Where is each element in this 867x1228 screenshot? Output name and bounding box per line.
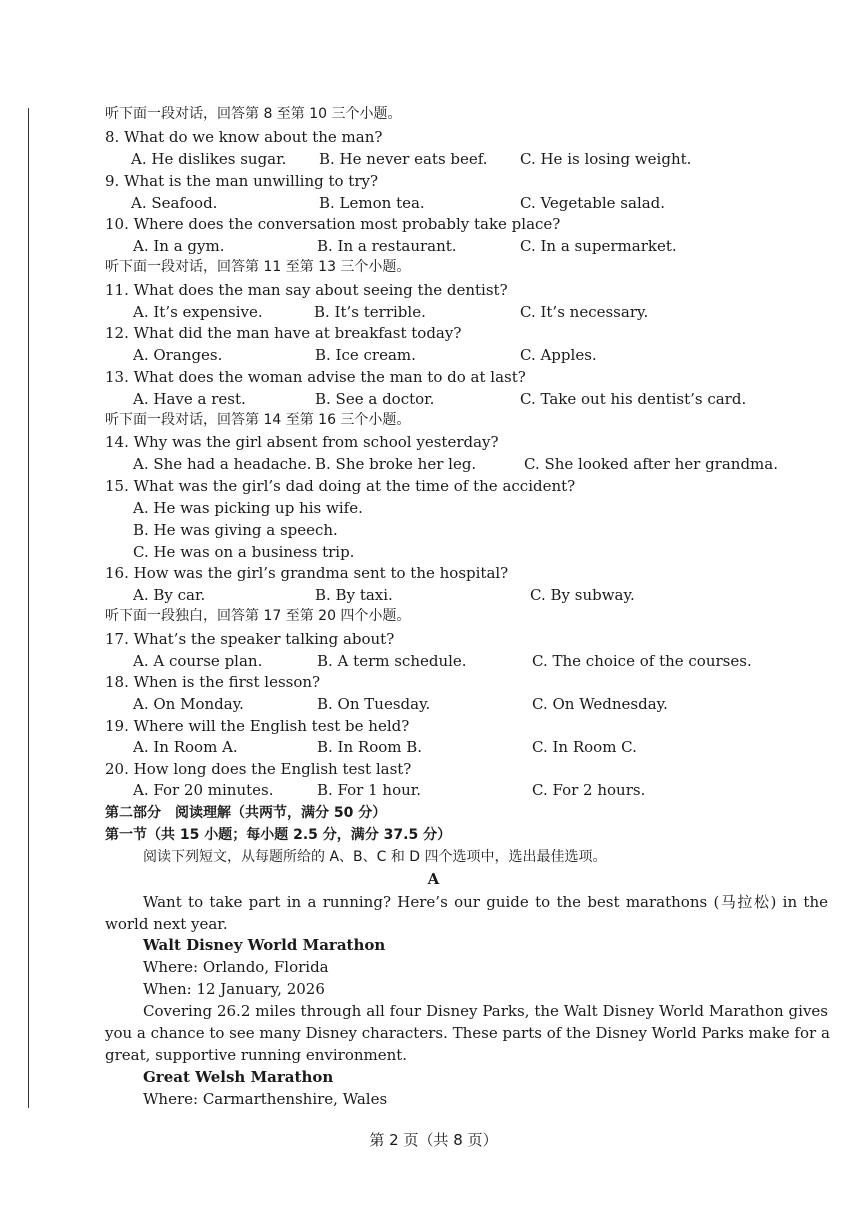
q9-option-a: A. Seafood. (131, 194, 218, 212)
q12-option-b: B. Ice cream. (315, 346, 416, 364)
question-19: 19. Where will the English test be held? (105, 717, 410, 735)
q15-option-b: B. He was giving a speech. (133, 521, 338, 539)
q20-option-b: B. For 1 hour. (317, 781, 422, 799)
q8-option-c: C. He is losing weight. (520, 150, 692, 168)
q16-option-b: B. By taxi. (315, 586, 393, 604)
q13-option-c: C. Take out his dentist’s card. (520, 390, 747, 408)
question-8: 8. What do we know about the man? (105, 128, 383, 146)
question-14: 14. Why was the girl absent from school yesterday? (105, 433, 499, 451)
q10-option-a: A. In a gym. (133, 237, 225, 255)
q9-option-c: C. Vegetable salad. (520, 194, 666, 212)
question-12: 12. What did the man have at breakfast today? (105, 324, 462, 342)
marathon-1-title: Walt Disney World Marathon (143, 936, 386, 954)
marathon-2-title: Great Welsh Marathon (143, 1068, 334, 1086)
q13-option-b: B. See a doctor. (315, 390, 435, 408)
q10-option-b: B. In a restaurant. (317, 237, 457, 255)
q15-option-a: A. He was picking up his wife. (133, 499, 363, 517)
section-heading-8-10: 听下面一段对话，回答第 8 至第 10 三个小题。 (105, 106, 402, 122)
q17-option-b: B. A term schedule. (317, 652, 467, 670)
q9-option-b: B. Lemon tea. (319, 194, 425, 212)
marathon-1-when: When: 12 January, 2026 (143, 980, 325, 998)
q16-option-c: C. By subway. (530, 586, 635, 604)
q17-option-a: A. A course plan. (133, 652, 263, 670)
question-16: 16. How was the girl’s grandma sent to the hospital? (105, 564, 509, 582)
q14-option-a: A. She had a headache. (133, 455, 312, 473)
reading-instructions: 阅读下列短文，从每题所给的 A、B、C 和 D 四个选项中，选出最佳选项。 (143, 849, 607, 865)
q8-option-b: B. He never eats beef. (319, 150, 488, 168)
q8-option-a: A. He dislikes sugar. (131, 150, 287, 168)
marathon-2-where: Where: Carmarthenshire, Wales (143, 1090, 388, 1108)
q19-option-b: B. In Room B. (317, 738, 423, 756)
question-10: 10. Where does the conversation most probably take place? (105, 215, 561, 233)
passage-intro-line-2: world next year. (105, 915, 228, 933)
section-heading-17-20: 听下面一段独白，回答第 17 至第 20 四个小题。 (105, 608, 411, 624)
section-one-title: 第一节（共 15 小题；每小题 2.5 分，满分 37.5 分） (105, 827, 452, 843)
q11-option-a: A. It’s expensive. (133, 303, 263, 321)
passage-intro-line-1: Want to take part in a running? Here’s our guide to the best marathons (马拉松) in the (143, 893, 828, 911)
q18-option-c: C. On Wednesday. (532, 695, 668, 713)
q16-option-a: A. By car. (133, 586, 206, 604)
section-heading-11-13: 听下面一段对话，回答第 11 至第 13 三个小题。 (105, 259, 411, 275)
marathon-1-where: Where: Orlando, Florida (143, 958, 329, 976)
section-heading-14-16: 听下面一段对话，回答第 14 至第 16 三个小题。 (105, 412, 411, 428)
q20-option-a: A. For 20 minutes. (133, 781, 274, 799)
q12-option-a: A. Oranges. (133, 346, 223, 364)
question-9: 9. What is the man unwilling to try? (105, 172, 379, 190)
question-20: 20. How long does the English test last? (105, 760, 412, 778)
q19-option-c: C. In Room C. (532, 738, 637, 756)
question-17: 17. What’s the speaker talking about? (105, 630, 395, 648)
q17-option-c: C. The choice of the courses. (532, 652, 752, 670)
q14-option-b: B. She broke her leg. (315, 455, 477, 473)
q19-option-a: A. In Room A. (133, 738, 238, 756)
q11-option-c: C. It’s necessary. (520, 303, 649, 321)
marathon-1-desc-line-3: great, supportive running environment. (105, 1046, 408, 1064)
q18-option-b: B. On Tuesday. (317, 695, 431, 713)
q18-option-a: A. On Monday. (133, 695, 244, 713)
marathon-1-desc-line-1: Covering 26.2 miles through all four Disney Parks, the Walt Disney World Marathon gives (143, 1002, 828, 1020)
q20-option-c: C. For 2 hours. (532, 781, 646, 799)
question-18: 18. When is the first lesson? (105, 673, 321, 691)
q14-option-c: C. She looked after her grandma. (524, 455, 778, 473)
question-13: 13. What does the woman advise the man to do at last? (105, 368, 526, 386)
q13-option-a: A. Have a rest. (133, 390, 246, 408)
page-footer: 第 2 页（共 8 页） (369, 1131, 498, 1149)
marathon-1-desc-line-2: you a chance to see many Disney characters. These parts of the Disney World Parks make for a (105, 1024, 830, 1042)
q12-option-c: C. Apples. (520, 346, 597, 364)
q15-option-c: C. He was on a business trip. (133, 543, 355, 561)
question-15: 15. What was the girl’s dad doing at the time of the accident? (105, 477, 576, 495)
margin-rule (28, 108, 29, 1108)
q10-option-c: C. In a supermarket. (520, 237, 677, 255)
q11-option-b: B. It’s terrible. (314, 303, 426, 321)
part-two-title: 第二部分 阅读理解（共两节，满分 50 分） (105, 805, 387, 821)
passage-label: A (427, 870, 440, 888)
question-11: 11. What does the man say about seeing the dentist? (105, 281, 508, 299)
